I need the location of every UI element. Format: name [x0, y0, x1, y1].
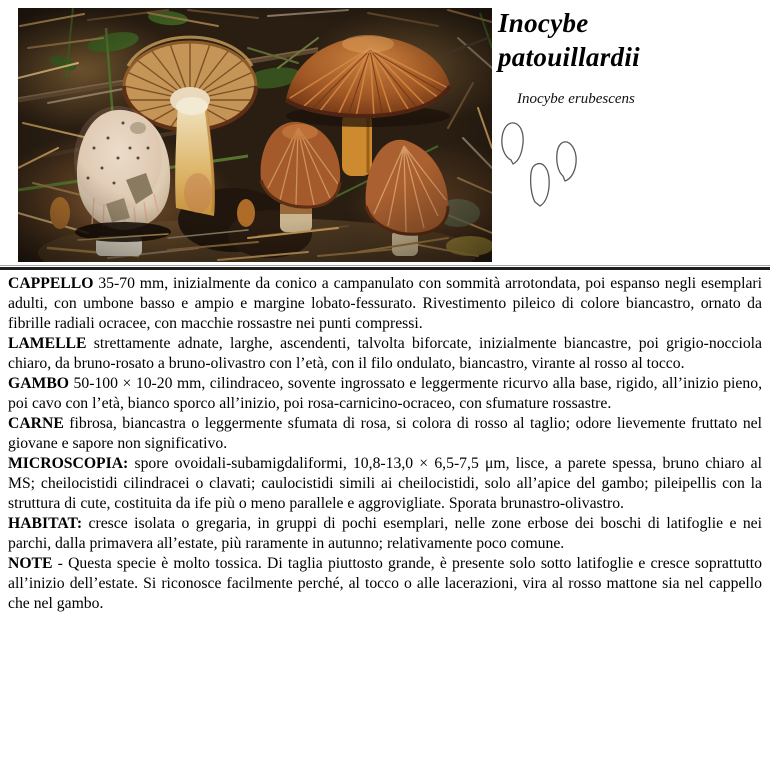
spore-outline [502, 123, 523, 164]
section-lamelle [8, 334, 762, 374]
species-title-line1: Inocybe [498, 8, 589, 38]
species-title-line2: patouillardii [498, 42, 640, 72]
mushroom-photo [18, 8, 492, 262]
section-note [8, 554, 762, 614]
section-text: 50-100 × 10-20 mm, cilindraceo, sovente ingrossato e leggermente ricurvo alla base, rigido, all’inizio pieno, poi cavo con l’età, bianco sporco all’inizio, poi rosa-carnicino-ocraceo, con sfumature rossastre. [8, 375, 762, 412]
section-text: - Questa specie è molto tossica. Di taglia piuttosto grande, è presente solo sotto latifoglie e cresce soprattutto all’inizio dell’estate. Si riconosce facilmente perché, al tocco o alle lacerazioni, vira al rosso mattone sia nel cappello che nel gambo. [8, 555, 763, 612]
section-text: spore ovoidali-subamigdaliformi, 10,8-13,0 × 6,5-7,5 μm, lisce, a parete spessa, bruno chiaro al MS; cheilocistidi cilindracei o clavati; caulocistidi simili ai cheilocistidi, solo all’apice del gambo; pileipellis con la struttura di cute, costituita da ife più o meno parallele e aggrovigliate. Sporata brunastro-olivastro. [8, 455, 762, 512]
section-habitat [8, 514, 762, 554]
section-divider [0, 265, 770, 270]
section-carne [8, 414, 762, 454]
species-title [498, 6, 764, 74]
section-label: LAMELLE [8, 335, 87, 352]
section-label: NOTE [8, 555, 53, 572]
description-text [8, 274, 762, 614]
section-label: GAMBO [8, 375, 70, 392]
section-text: strettamente adnate, larghe, ascendenti, talvolta biforcate, inizialmente biancastre, poi grigio-nocciola chiaro, da bruno-rosato a bruno-olivastro con l’età, con il filo ondulato, biancastro, virante al rosso al tocco. [8, 335, 762, 372]
synonym-name: Inocybe erubescens [517, 91, 635, 107]
section-label: MICROSCOPIA: [8, 455, 129, 472]
section-gambo [8, 374, 762, 414]
section-label: HABITAT: [8, 515, 83, 532]
spore-outline [531, 164, 550, 206]
spore-outline [557, 142, 576, 181]
section-label: CARNE [8, 415, 64, 432]
section-text: fibrosa, biancastra o leggermente sfumata di rosa, si colora di rosso al taglio; odore lievemente fruttato nel giovane e sapore non significativo. [8, 415, 763, 452]
section-label: CAPPELLO [8, 275, 94, 292]
spore-drawings [497, 118, 583, 217]
mushroom-photo-art [18, 8, 492, 262]
section-microscopia [8, 454, 762, 514]
section-text: cresce isolata o gregaria, in gruppi di pochi esemplari, nelle zone erbose dei boschi di latifoglie e nei parchi, dalla primavera all’estate, più raramente in autunno; relativamente poco comune. [8, 515, 763, 552]
section-text: 35-70 mm, inizialmente da conico a campanulato con sommità arrotondata, poi espanso negli esemplari adulti, con umbone basso e ampio e margine lobato-fessurato. Rivestimento pileico di colore biancastro, ornato da fibrille radiali ocracee, con macchie rossastre nei punti compressi. [8, 275, 763, 332]
section-cappello [8, 274, 762, 334]
